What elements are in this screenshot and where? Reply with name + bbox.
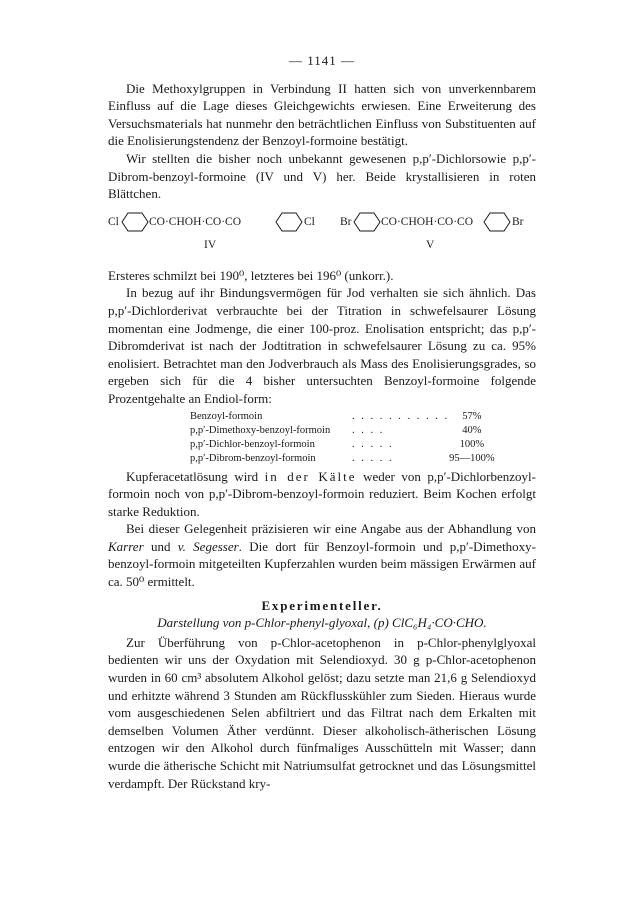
formula-iv-middle: CO·CHOH·CO·CO	[149, 215, 241, 228]
leader-dots: . . . . . . . . . . .	[352, 410, 450, 422]
formula-v-right: Br	[512, 215, 524, 228]
formula-v-left: Br	[340, 215, 352, 228]
enol-percentage: 100%	[459, 438, 485, 450]
copper-acetate-text-c: weder von p,p′-Dichlorbenzoyl-formoin noch von p,p′-Dibrom-benzoyl-formoin reduziert. Beim Kochen erfolgt starke Reduktion.	[108, 468, 536, 519]
enol-percentage: 57%	[462, 410, 482, 422]
author-karrer: Karrer	[108, 538, 144, 554]
enol-content-table	[190, 410, 495, 466]
formula-iv-right: Cl	[304, 215, 315, 228]
paragraph-melting-points: Ersteres schmilzt bei 190⁰, letzteres bei 196⁰ (unkorr.).	[108, 267, 394, 283]
paragraph-karrer-correction	[108, 520, 536, 590]
benzene-ring-icon	[276, 213, 302, 231]
formula-iv-label: IV	[204, 238, 217, 251]
formula-v-label: V	[426, 238, 435, 251]
leader-dots: . . . . .	[352, 452, 394, 464]
formula-iv	[108, 209, 330, 251]
formula-iv-left: Cl	[108, 215, 119, 228]
compound-name: p,p′-Dimethoxy-benzoyl-formoin	[190, 424, 331, 436]
formula-v-drawing	[340, 209, 536, 235]
structural-formulas	[108, 209, 536, 265]
paragraph-copper-acetate	[108, 468, 536, 521]
karrer-text-a: Bei dieser Gelegenheit präzisieren wir eine Angabe aus der Abhandlung von	[126, 521, 536, 537]
table-row	[190, 410, 495, 424]
table-row	[190, 424, 495, 438]
formula-v-middle: CO·CHOH·CO·CO	[381, 215, 473, 228]
section-subheading: Darstellung von p-Chlor-phenyl-glyoxal, (p) ClC₆H₄·CO·CHO.	[157, 615, 487, 631]
enol-percentage: 95—100%	[449, 452, 495, 464]
paragraph-iodine-binding: In bezug auf ihr Bindungsvermögen für Jod verhalten sie sich ähnlich. Das p,p′-Dichlorderivat verbrauchte bei der Titration in schwefelsaurer Lösung momentan eine Jodmenge, die einer 100-proz. Enolisation entspricht; das p,p′-Dibromderivat ist nach der Jodtitration in schwefelsaurer Lösung zu ca. 95% enolisiert. Betrachtet man den Jodverbrauch als Mass des Enolisierungsgrades, so ergeben sich für die 4 bisher untersuchten Benzoyl-formoine folgende Prozentgehalte an Endiol-form:	[108, 285, 536, 406]
copper-acetate-emphasis: in der Kälte	[264, 468, 357, 484]
karrer-text-e: . Die dort für Benzoyl-formoin und p,p′-Dimethoxy-benzoyl-formoin mitgeteilten Kupferzahlen wurden beim mässigen Erwärmen auf ca. 50⁰ ermittelt.	[108, 538, 537, 590]
author-segesser: v. Segesser	[177, 538, 239, 554]
karrer-text-c: und	[143, 538, 178, 554]
benzene-ring-icon	[122, 213, 148, 231]
leader-dots: . . . .	[352, 424, 385, 436]
enol-percentage: 40%	[462, 424, 482, 436]
benzene-ring-icon	[484, 213, 510, 231]
table-row	[190, 452, 495, 466]
section-heading: Experimenteller.	[261, 597, 383, 613]
page-number: — 1141 —	[288, 53, 356, 68]
formula-v	[340, 209, 536, 251]
leader-dots: . . . . .	[352, 438, 394, 450]
benzene-ring-icon	[354, 213, 380, 231]
paragraph-preparation: Zur Überführung von p-Chlor-acetophenon in p-Chlor-phenylglyoxal bedienten wir uns der Oxydation mit Selendioxyd. 30 g p-Chlor-acetophenon wurden in 60 cm³ absolutem Alkohol gelöst; dazu setzte man 21,6 g Selendioxyd und erhitzte während 3 Stunden am Rückflusskühler zum Sieden. Hieraus wurde vom ausgeschiedenen Selen abfiltriert und das Filtrat nach dem Erkalten mit demselben Volumen Äther verdünnt. Dieser alkoholisch-ätherischen Lösung entzogen wir den Alkohol durch fünfmaliges Ausschütteln mit Wasser; dann wurde die ätherische Schicht mit Natriumsulfat getrocknet und das Lösungsmittel verdampft. Der Rückstand kry-	[108, 634, 536, 791]
compound-name: Benzoyl-formoin	[190, 410, 263, 422]
page	[108, 52, 536, 792]
paragraph-dichlor-dibrom: Wir stellten die bisher noch unbekannt gewesenen p,p′-Dichlorsowie p,p′-Dibrom-benzoyl-formoine (IV und V) her. Beide krystallisieren in roten Blättchen.	[108, 150, 536, 202]
compound-name: p,p′-Dichlor-benzoyl-formoin	[190, 438, 315, 450]
paragraph-methoxyl: Die Methoxylgruppen in Verbindung II hatten sich von unverkennbarem Einfluss auf die Lage dieses Gleichgewichts erwiesen. Eine Erweiterung des Versuchsmaterials hat nunmehr den beträchtlichen Einfluss von Substituenten auf die Enolisierungstendenz der Benzoyl-formoine bestätigt.	[108, 80, 536, 149]
compound-name: p,p′-Dibrom-benzoyl-formoin	[190, 452, 316, 464]
formula-iv-drawing	[108, 209, 330, 235]
copper-acetate-text-a: Kupferacetatlösung wird	[126, 468, 265, 484]
table-row	[190, 438, 495, 452]
